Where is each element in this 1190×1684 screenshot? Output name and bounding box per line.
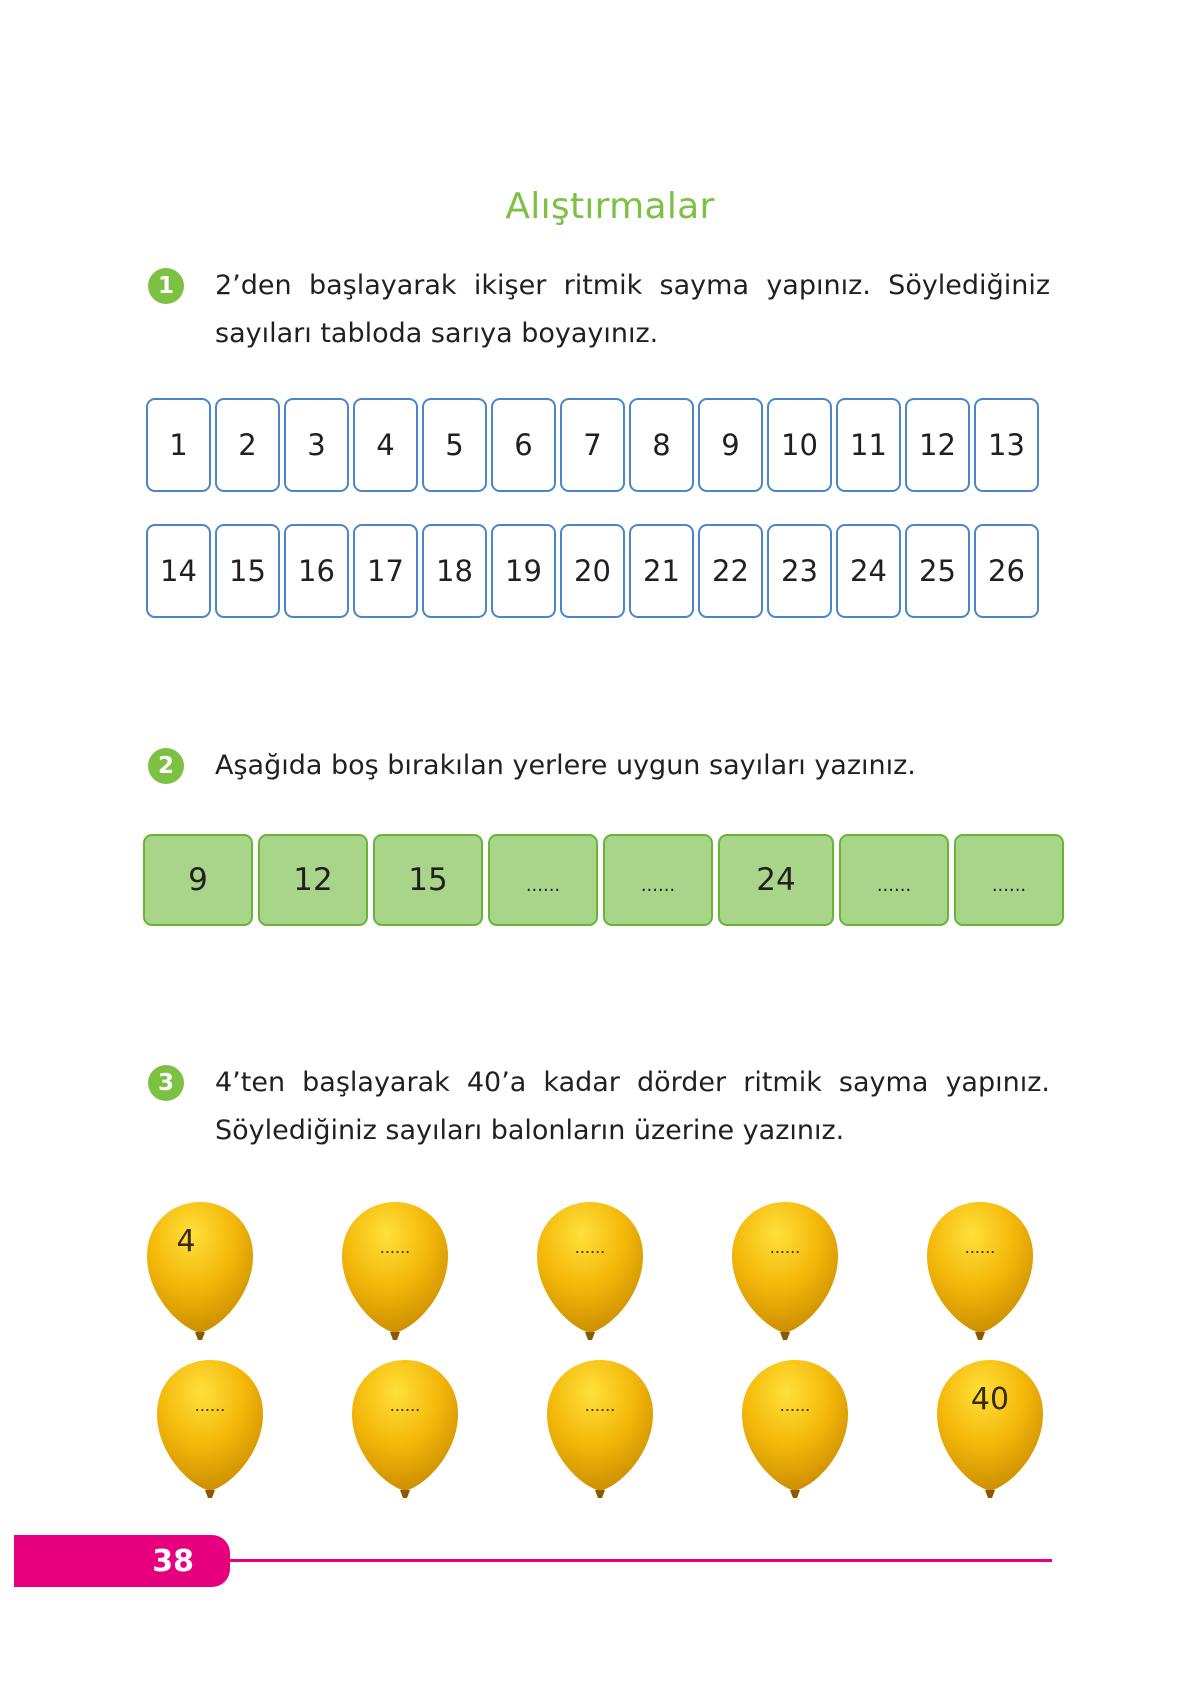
balloon-label: 4: [176, 1224, 196, 1259]
blank-answer-box[interactable]: ......: [488, 834, 598, 926]
balloon-icon: [545, 1358, 655, 1503]
balloon-label: ......: [194, 1396, 226, 1415]
number-table-row: [146, 398, 1039, 492]
number-cell[interactable]: 14: [146, 524, 211, 618]
balloon-icon: [925, 1200, 1035, 1345]
balloon[interactable]: [340, 1200, 450, 1340]
balloon-label: ......: [574, 1238, 606, 1257]
number-cell[interactable]: 19: [491, 524, 556, 618]
balloon-icon: [535, 1200, 645, 1345]
balloon[interactable]: [145, 1200, 255, 1340]
number-cell[interactable]: 22: [698, 524, 763, 618]
balloon-label: ......: [769, 1238, 801, 1257]
number-sequence: [143, 834, 1064, 926]
number-cell[interactable]: 16: [284, 524, 349, 618]
number-cell[interactable]: 11: [836, 398, 901, 492]
number-cell[interactable]: 25: [905, 524, 970, 618]
balloon-icon: [740, 1358, 850, 1503]
number-cell[interactable]: 20: [560, 524, 625, 618]
balloon-label: ......: [779, 1396, 811, 1415]
balloon-icon: [350, 1358, 460, 1503]
sequence-box: 15: [373, 834, 483, 926]
blank-answer-box[interactable]: ......: [954, 834, 1064, 926]
number-cell[interactable]: 17: [353, 524, 418, 618]
blank-answer-box[interactable]: ......: [603, 834, 713, 926]
balloon[interactable]: [155, 1358, 265, 1498]
number-cell[interactable]: 10: [767, 398, 832, 492]
balloon[interactable]: [935, 1358, 1045, 1498]
balloon-icon: [340, 1200, 450, 1345]
balloon[interactable]: [350, 1358, 460, 1498]
balloon-label: 40: [970, 1382, 1010, 1417]
number-cell[interactable]: 8: [629, 398, 694, 492]
number-table-row: [146, 524, 1039, 618]
number-cell[interactable]: 13: [974, 398, 1039, 492]
footer-divider: [230, 1559, 1052, 1562]
number-cell[interactable]: 21: [629, 524, 694, 618]
number-cell[interactable]: 9: [698, 398, 763, 492]
page-title: Alıştırmalar: [505, 186, 715, 227]
balloon[interactable]: [535, 1200, 645, 1340]
balloon-label: ......: [584, 1396, 616, 1415]
number-cell[interactable]: 15: [215, 524, 280, 618]
number-cell[interactable]: 3: [284, 398, 349, 492]
question-text: 4’ten başlayarak 40’a kadar dörder ritmik sayma yapınız. Söylediğiniz sayıları balonların üzerine yazınız.: [215, 1067, 1050, 1146]
question-number-badge: 1: [148, 268, 184, 304]
number-cell[interactable]: 5: [422, 398, 487, 492]
number-cell[interactable]: 1: [146, 398, 211, 492]
balloon-icon: [155, 1358, 265, 1503]
number-cell[interactable]: 24: [836, 524, 901, 618]
number-cell[interactable]: 2: [215, 398, 280, 492]
balloon[interactable]: [740, 1358, 850, 1498]
question-number-badge: 3: [148, 1065, 184, 1101]
balloon[interactable]: [730, 1200, 840, 1340]
balloon-icon: [935, 1358, 1045, 1503]
number-cell[interactable]: 23: [767, 524, 832, 618]
number-cell[interactable]: 18: [422, 524, 487, 618]
number-cell[interactable]: 6: [491, 398, 556, 492]
sequence-box: 24: [718, 834, 834, 926]
question-text: 2’den başlayarak ikişer ritmik sayma yapınız. Söylediğiniz sayıları tabloda sarıya boyayınız.: [215, 270, 1050, 349]
balloon-label: ......: [379, 1238, 411, 1257]
balloon-icon: [145, 1200, 255, 1345]
number-cell[interactable]: 12: [905, 398, 970, 492]
question-text: Aşağıda boş bırakılan yerlere uygun sayıları yazınız.: [215, 750, 916, 781]
number-cell[interactable]: 7: [560, 398, 625, 492]
blank-answer-box[interactable]: ......: [839, 834, 949, 926]
number-cell[interactable]: 4: [353, 398, 418, 492]
number-cell[interactable]: 26: [974, 524, 1039, 618]
question-number-badge: 2: [148, 748, 184, 784]
balloon-icon: [730, 1200, 840, 1345]
page-number: 38: [14, 1535, 230, 1587]
balloon[interactable]: [545, 1358, 655, 1498]
balloon-label: ......: [389, 1396, 421, 1415]
balloon[interactable]: [925, 1200, 1035, 1340]
sequence-box: 12: [258, 834, 368, 926]
balloon-label: ......: [964, 1238, 996, 1257]
sequence-box: 9: [143, 834, 253, 926]
